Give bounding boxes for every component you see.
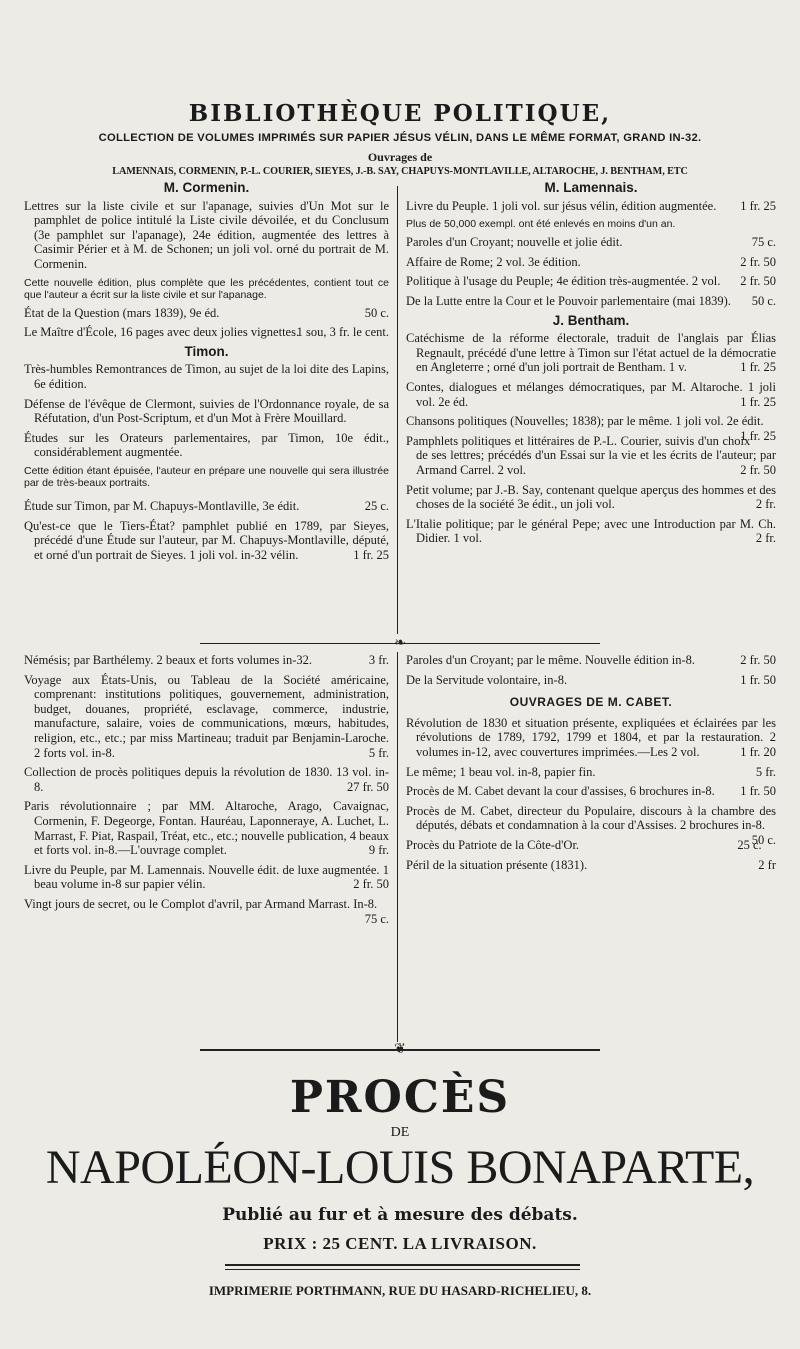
catalog-entry: État de la Question (mars 1839), 9e éd. 50 c. xyxy=(24,305,389,320)
entry-price: 75 c. xyxy=(751,235,776,250)
catalog-entry: Lettres sur la liste civile et sur l'apanage, suivies d'Un Mot sur le pamphlet de police intitulé la Liste civile dévoilée, et du Conclusum (3e pamphlet sur l'apanage), 24e édition, augmentée des lettres à Casimir Périer et à M. de Schonen; un joli vol. orné du portrait de M. Cormenin. xyxy=(24,198,389,271)
catalog-entry: Péril de la situation présente (1831). 2 fr xyxy=(406,857,776,872)
catalog-entry: Livre du Peuple, par M. Lamennais. Nouvelle édit. de luxe augmentée. 1 beau volume in-8 sur papier vélin. 2 fr. 50 xyxy=(24,862,389,892)
price-line: PRIX : 25 CENT. LA LIVRAISON. xyxy=(263,1234,537,1253)
entry-price: 2 fr. 50 xyxy=(740,274,776,289)
entry-price: 2 fr. 50 xyxy=(353,877,389,892)
entry-price: 75 c. xyxy=(364,911,389,926)
author-heading: M. Lamennais. xyxy=(544,180,638,195)
entry-price: 2 fr. 50 xyxy=(740,462,776,477)
catalog-entry: L'Italie politique; par le général Pepe; avec une Introduction par M. Ch. Didier. 1 vol. 2 fr. xyxy=(406,516,776,546)
catalog-entry: Le même; 1 beau vol. in-8, papier fin. 5 fr. xyxy=(406,764,776,779)
catalog-entry: Paroles d'un Croyant; nouvelle et jolie édit. 75 c. xyxy=(406,235,776,250)
entry-price: 1 fr. 20 xyxy=(740,744,776,759)
entry-price: 1 fr. 25 xyxy=(740,394,776,409)
catalog-entry: Paroles d'un Croyant; par le même. Nouvelle édition in-8. 2 fr. 50 xyxy=(406,653,776,667)
catalog-entry: Défense de l'évêque de Clermont, suivies de l'Ordonnance royale, de sa Réfutation, d'un Post-Scriptum, et d'un Mot à Frère Mouillard. xyxy=(24,396,389,426)
section-heading: OUVRAGES DE M. CABET. xyxy=(509,695,673,710)
entry-price: 1 sou, 3 fr. le cent. xyxy=(296,325,389,340)
catalog-entry: Très-humbles Remontrances de Timon, au sujet de la loi dite des Lapins, 6e édition. xyxy=(24,362,389,391)
catalog-entry: Catéchisme de la réforme électorale, traduit de l'anglais par Élias Regnault, précédé d'une lettre à Timon sur l'état actuel de la démocratie en Angleterre ; orné d'un joli portrait de Bentham. 1 v. 1 fr. 25 xyxy=(406,331,776,375)
entry-note: Cette nouvelle édition, plus complète que les précédentes, contient tout ce que l'auteur a écrit sur la liste civile et sur l'apanage. xyxy=(24,276,389,301)
author-heading: J. Bentham. xyxy=(552,312,630,328)
catalog-entry: Vingt jours de secret, ou le Complot d'avril, par Armand Marrast. In-8. 75 c. xyxy=(24,896,389,926)
authors-list: LAMENNAIS, CORMENIN, P.-L. COURIER, SIEYES, J.-B. SAY, CHAPUYS-MONTLAVILLE, ALTAROCHE, J. BENTHAM, ETC xyxy=(112,166,688,177)
lower-right-column xyxy=(406,653,776,877)
catalog-entry: Le Maître d'École, 16 pages avec deux jolies vignettes. 1 sou, 3 fr. le cent. xyxy=(24,325,389,340)
publication-note: Publié au fur et à mesure des débats. xyxy=(222,1205,578,1225)
catalog-entry: Livre du Peuple. 1 joli vol. sur jésus vélin, édition augmentée. 1 fr. 25 xyxy=(406,198,776,213)
double-rule xyxy=(225,1264,580,1266)
entry-price: 50 c. xyxy=(751,832,776,847)
collection-subtitle: COLLECTION DE VOLUMES IMPRIMÉS SUR PAPIER JÉSUS VÉLIN, DANS LE MÊME FORMAT, GRAND IN-32. xyxy=(98,132,702,144)
catalog-entry: De la Lutte entre la Cour et le Pouvoir parlementaire (mai 1839). 50 c. xyxy=(406,293,776,308)
entry-price: 2 fr. 50 xyxy=(740,254,776,269)
author-heading: Timon. xyxy=(184,343,229,359)
entry-price: 25 c. xyxy=(737,837,762,852)
catalog-entry: Procès de M. Cabet devant la cour d'assises, 6 brochures in-8. 1 fr. 50 xyxy=(406,784,776,799)
entry-price: 9 fr. xyxy=(368,843,389,858)
page-title: BIBLIOTHÈQUE POLITIQUE, xyxy=(188,100,612,127)
catalog-entry: Révolution de 1830 et situation présente, expliquées et éclairées par les révolutions de 1789, 1792, 1799 et 1804, et par la restauration. 2 volumes in-12, avec couvertures imprimées.—Les 2 vol. 1 fr. 20 xyxy=(406,715,776,759)
catalog-entry: Némésis; par Barthélemy. 2 beaux et forts volumes in-32. 3 fr. xyxy=(24,653,389,667)
catalog-entry: Procès de M. Cabet, directeur du Populaire, discours à la chambre des députés, débats et condamnation à la cour d'Assises. 2 brochures in-8. 50 c. xyxy=(406,803,776,847)
entry-price: 27 fr. 50 xyxy=(346,779,389,794)
catalog-entry: Petit volume; par J.-B. Say, contenant quelque aperçus des hommes et des choses de la société 3e édit., un joli vol. 2 fr. xyxy=(406,482,776,512)
entry-price: 1 fr. 25 xyxy=(353,547,389,562)
ornament-icon: ❧ xyxy=(394,635,406,651)
catalog-entry: Qu'est-ce que le Tiers-État? pamphlet publié en 1789, par Sieyes, précédé d'une Étude sur l'auteur, par M. Chapuys-Montlaville, député, et orné d'un portrait de Sieyes. 1 joli vol. in-32 vélin. 1 fr. 25 xyxy=(24,518,389,562)
entry-price: 2 fr. 50 xyxy=(740,653,776,667)
upper-left-column xyxy=(24,180,389,567)
lower-left-column xyxy=(24,653,389,926)
entry-price: 5 fr. xyxy=(755,764,776,779)
entry-price: 2 fr xyxy=(758,857,776,872)
de-label: DE xyxy=(390,1125,410,1140)
author-heading: M. Cormenin. xyxy=(163,180,250,195)
catalog-entry: Affaire de Rome; 2 vol. 3e édition. 2 fr. 50 xyxy=(406,254,776,269)
catalog-entry: Collection de procès politiques depuis la révolution de 1830. 13 vol. in-8. 27 fr. 50 xyxy=(24,765,389,794)
entry-price: 50 c. xyxy=(751,293,776,308)
entry-price: 1 fr. 25 xyxy=(740,428,776,443)
column-divider xyxy=(397,186,398,634)
entry-note: Cette édition étant épuisée, l'auteur en prépare une nouvelle qui sera illustrée par de très-beaux portraits. xyxy=(24,464,389,489)
proces-heading: PROCÈS xyxy=(289,1072,511,1123)
entry-price: 50 c. xyxy=(364,305,389,320)
entry-price: 3 fr. xyxy=(368,653,389,667)
entry-price: 2 fr. xyxy=(755,497,776,512)
catalog-entry: Procès du Patriote de la Côte-d'Or. 25 c. xyxy=(406,837,762,852)
defendant-name: NAPOLÉON-LOUIS BONAPARTE, xyxy=(45,1141,755,1194)
catalog-entry: Études sur les Orateurs parlementaires, par Timon, 10e édit., considérablement augmentée. xyxy=(24,430,389,460)
entry-price: 5 fr. xyxy=(368,745,389,760)
entry-price: 1 fr. 25 xyxy=(740,198,776,213)
entry-price: 2 fr. xyxy=(755,531,776,546)
printer-imprint: IMPRIMERIE PORTHMANN, RUE DU HASARD-RICHELIEU, 8. xyxy=(208,1283,592,1298)
catalog-entry: Pamphlets politiques et littéraires de P.-L. Courier, suivis d'un choix de ses lettres; précédés d'un Essai sur la vie et les écrits de l'auteur; par Armand Carrel. 2 vol. 2 fr. 50 xyxy=(406,433,776,477)
catalog-entry: Contes, dialogues et mélanges démocratiques, par M. Altaroche. 1 joli vol. 2e éd. 1 fr. 25 xyxy=(406,379,776,409)
catalog-entry: Chansons politiques (Nouvelles; 1838); par le même. 1 joli vol. 2e édit. 1 fr. 25 xyxy=(406,414,776,443)
double-rule xyxy=(225,1269,580,1270)
entry-price: 1 fr. 50 xyxy=(740,784,776,799)
ornament-icon: ❦ xyxy=(394,1041,406,1057)
entry-price: 25 c. xyxy=(364,498,389,513)
entry-price: 1 fr. 25 xyxy=(740,360,776,375)
catalog-entry: Politique à l'usage du Peuple; 4e édition très-augmentée. 2 vol. 2 fr. 50 xyxy=(406,274,776,289)
catalog-entry: Étude sur Timon, par M. Chapuys-Montlaville, 3e édit. 25 c. xyxy=(24,498,389,513)
works-of-label: Ouvrages de xyxy=(367,150,433,164)
entry-note: Plus de 50,000 exempl. ont été enlevés en moins d'un an. xyxy=(406,218,676,231)
catalog-entry: De la Servitude volontaire, in-8. 1 fr. 50 xyxy=(406,672,776,687)
catalog-entry: Paris révolutionnaire ; par MM. Altaroche, Arago, Cavaignac, Cormenin, F. Degeorge, Fontan. Hauréau, Laponneraye, A. Luchet, L. Marrast, F. Piat, Raspail, Tréat, etc., etc.; nouvelle publication, 4 beaux et forts vol. in-8.—L'ouvrage complet. 9 fr. xyxy=(24,799,389,858)
entry-price: 1 fr. 50 xyxy=(740,672,776,687)
column-divider xyxy=(397,652,398,1042)
catalog-entry: Voyage aux États-Unis, ou Tableau de la Société américaine, comprenant: institutions politiques, gouvernement, administration, budget, douanes, propriété, esclavage, commerce, industrie, manufacture, salaire, voies de communications, mœurs, habitudes, religion, etc., etc.; par miss Martineau; traduit par Benjamin-Laroche. 2 forts vol. in-8. 5 fr. xyxy=(24,672,389,760)
upper-right-column xyxy=(406,180,776,551)
